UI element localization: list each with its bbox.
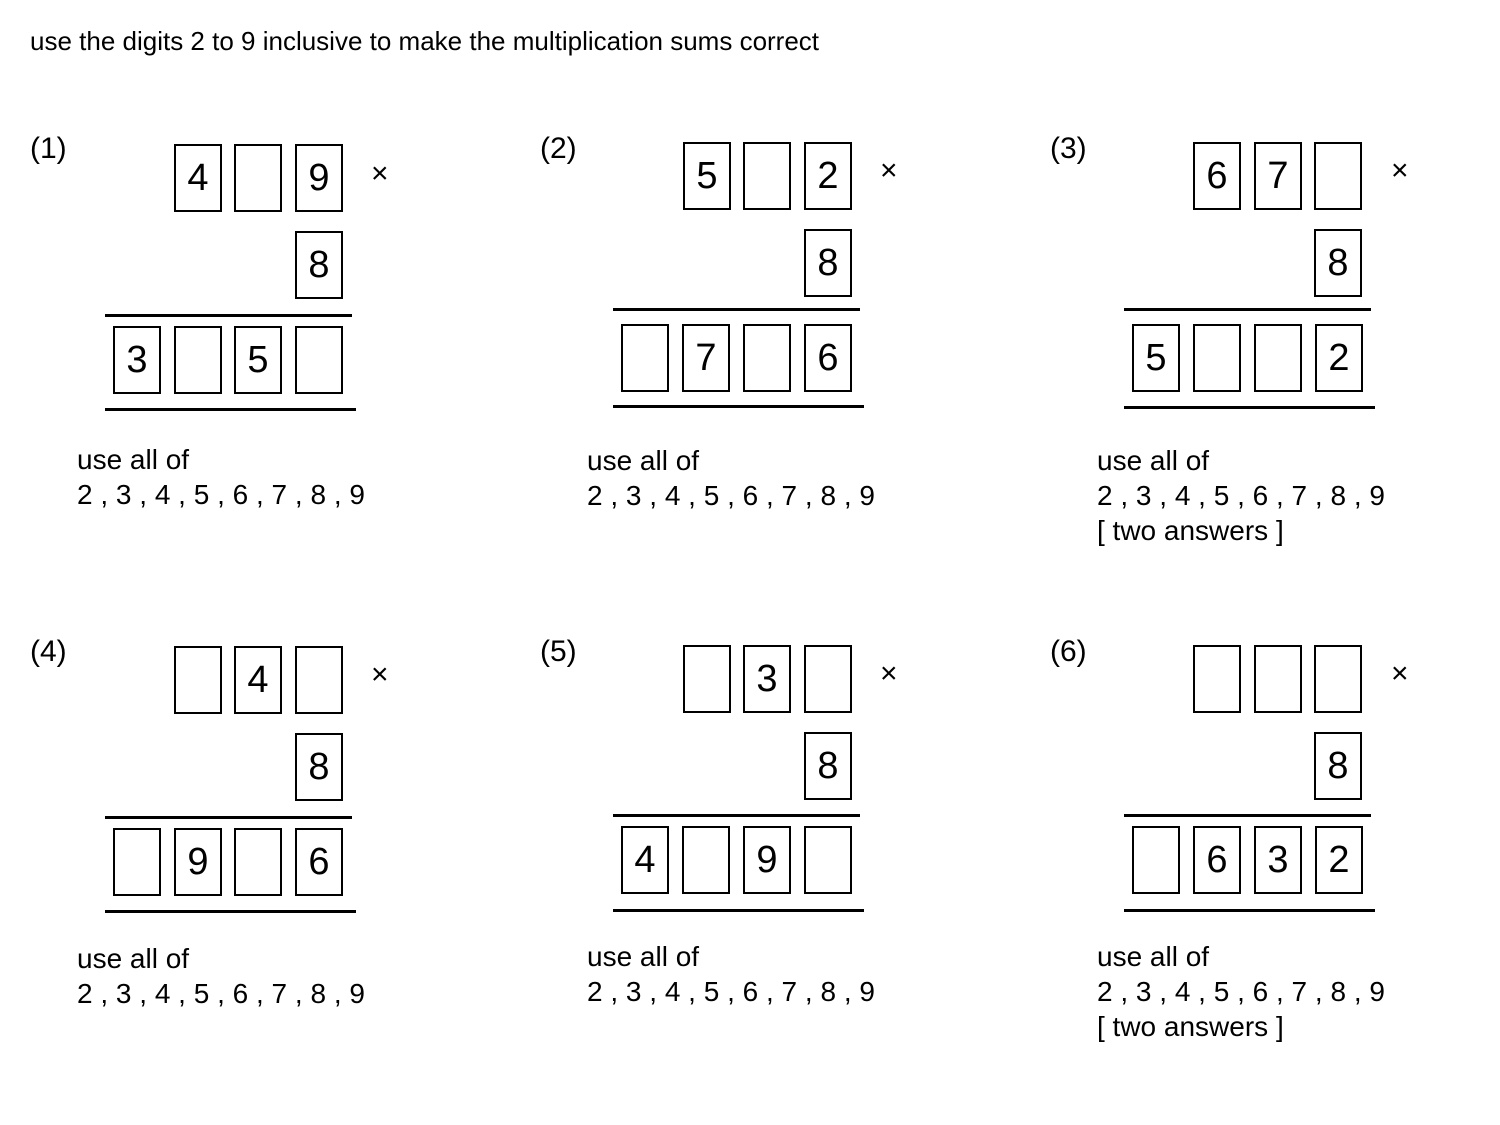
multiply-sign: × bbox=[880, 154, 898, 187]
result-digit-hundreds[interactable]: 7 bbox=[682, 324, 730, 392]
result-digit-thousands[interactable] bbox=[113, 828, 161, 896]
multiplication-rule bbox=[1124, 308, 1371, 311]
result-digit-tens[interactable]: 3 bbox=[1254, 826, 1302, 894]
puzzle-5 bbox=[540, 635, 990, 1075]
result-underline bbox=[105, 910, 356, 913]
top-digit-tens[interactable] bbox=[743, 142, 791, 210]
hint-answer-count: [ two answers ] bbox=[1097, 515, 1284, 546]
hint-use-all: use all of bbox=[587, 445, 700, 476]
top-digit-hundreds[interactable]: 4 bbox=[174, 144, 222, 212]
puzzle-label: (3) bbox=[1050, 132, 1087, 165]
result-digit-ones[interactable]: 2 bbox=[1315, 826, 1363, 894]
puzzle-6 bbox=[1050, 635, 1500, 1075]
top-digit-tens[interactable]: 7 bbox=[1254, 142, 1302, 210]
result-digit-thousands[interactable] bbox=[621, 324, 669, 392]
hint-digit-list: 2 , 3 , 4 , 5 , 6 , 7 , 8 , 9 bbox=[1097, 480, 1385, 511]
top-digit-ones[interactable]: 9 bbox=[295, 144, 343, 212]
result-digit-thousands[interactable] bbox=[1132, 826, 1180, 894]
multiply-sign: × bbox=[1391, 657, 1409, 690]
top-digit-hundreds[interactable] bbox=[683, 645, 731, 713]
hint-use-all: use all of bbox=[1097, 941, 1210, 972]
result-digit-ones[interactable]: 6 bbox=[295, 828, 343, 896]
result-underline bbox=[1124, 406, 1375, 409]
result-digit-hundreds[interactable] bbox=[682, 826, 730, 894]
puzzle-1 bbox=[30, 132, 480, 572]
puzzle-label: (6) bbox=[1050, 635, 1087, 668]
hint-digit-list: 2 , 3 , 4 , 5 , 6 , 7 , 8 , 9 bbox=[77, 479, 365, 510]
multiplier-digit: 8 bbox=[1314, 229, 1362, 297]
top-digit-hundreds[interactable] bbox=[174, 646, 222, 714]
puzzle-4 bbox=[30, 635, 480, 1075]
multiplication-rule bbox=[1124, 814, 1371, 817]
puzzle-label: (2) bbox=[540, 132, 577, 165]
result-digit-hundreds[interactable]: 9 bbox=[174, 828, 222, 896]
multiply-sign: × bbox=[880, 657, 898, 690]
result-digit-thousands[interactable]: 3 bbox=[113, 326, 161, 394]
top-digit-tens[interactable]: 4 bbox=[234, 646, 282, 714]
result-digit-ones[interactable] bbox=[295, 326, 343, 394]
hint-digit-list: 2 , 3 , 4 , 5 , 6 , 7 , 8 , 9 bbox=[77, 978, 365, 1009]
result-digit-ones[interactable]: 6 bbox=[804, 324, 852, 392]
hint-use-all: use all of bbox=[587, 941, 700, 972]
result-underline bbox=[105, 408, 356, 411]
hint-digit-list: 2 , 3 , 4 , 5 , 6 , 7 , 8 , 9 bbox=[587, 976, 875, 1007]
result-digit-tens[interactable] bbox=[234, 828, 282, 896]
multiplier-digit: 8 bbox=[804, 732, 852, 800]
result-underline bbox=[613, 405, 864, 408]
hint-answer-count: [ two answers ] bbox=[1097, 1011, 1284, 1042]
result-digit-tens[interactable]: 9 bbox=[743, 826, 791, 894]
top-digit-hundreds[interactable] bbox=[1193, 645, 1241, 713]
result-digit-ones[interactable]: 2 bbox=[1315, 324, 1363, 392]
hint-digit-list: 2 , 3 , 4 , 5 , 6 , 7 , 8 , 9 bbox=[587, 480, 875, 511]
puzzle-2 bbox=[540, 132, 990, 572]
result-digit-ones[interactable] bbox=[804, 826, 852, 894]
top-digit-hundreds[interactable]: 6 bbox=[1193, 142, 1241, 210]
hint-digit-list: 2 , 3 , 4 , 5 , 6 , 7 , 8 , 9 bbox=[1097, 976, 1385, 1007]
hint-use-all: use all of bbox=[1097, 445, 1210, 476]
result-digit-thousands[interactable]: 4 bbox=[621, 826, 669, 894]
instruction-text: use the digits 2 to 9 inclusive to make the multiplication sums correct bbox=[30, 26, 820, 56]
multiplier-digit: 8 bbox=[295, 733, 343, 801]
top-digit-hundreds[interactable]: 5 bbox=[683, 142, 731, 210]
result-digit-tens[interactable] bbox=[1254, 324, 1302, 392]
multiplication-rule bbox=[613, 308, 860, 311]
top-digit-ones[interactable]: 2 bbox=[804, 142, 852, 210]
hint-use-all: use all of bbox=[77, 444, 190, 475]
result-digit-tens[interactable]: 5 bbox=[234, 326, 282, 394]
multiply-sign: × bbox=[371, 157, 389, 190]
top-digit-tens[interactable] bbox=[1254, 645, 1302, 713]
result-digit-hundreds[interactable] bbox=[174, 326, 222, 394]
multiply-sign: × bbox=[371, 658, 389, 691]
puzzle-label: (4) bbox=[30, 635, 67, 668]
top-digit-ones[interactable] bbox=[804, 645, 852, 713]
puzzle-label: (1) bbox=[30, 132, 67, 165]
multiplication-rule bbox=[105, 314, 352, 317]
result-underline bbox=[1124, 909, 1375, 912]
top-digit-tens[interactable] bbox=[234, 144, 282, 212]
result-digit-hundreds[interactable] bbox=[1193, 324, 1241, 392]
multiplier-digit: 8 bbox=[295, 231, 343, 299]
multiply-sign: × bbox=[1391, 154, 1409, 187]
puzzle-label: (5) bbox=[540, 635, 577, 668]
multiplier-digit: 8 bbox=[804, 229, 852, 297]
puzzle-3 bbox=[1050, 132, 1500, 572]
multiplication-rule bbox=[613, 814, 860, 817]
result-digit-tens[interactable] bbox=[743, 324, 791, 392]
result-underline bbox=[613, 909, 864, 912]
top-digit-ones[interactable] bbox=[1314, 142, 1362, 210]
hint-use-all: use all of bbox=[77, 943, 190, 974]
multiplication-rule bbox=[105, 816, 352, 819]
result-digit-hundreds[interactable]: 6 bbox=[1193, 826, 1241, 894]
top-digit-ones[interactable] bbox=[1314, 645, 1362, 713]
result-digit-thousands[interactable]: 5 bbox=[1132, 324, 1180, 392]
top-digit-ones[interactable] bbox=[295, 646, 343, 714]
multiplier-digit: 8 bbox=[1314, 732, 1362, 800]
top-digit-tens[interactable]: 3 bbox=[743, 645, 791, 713]
